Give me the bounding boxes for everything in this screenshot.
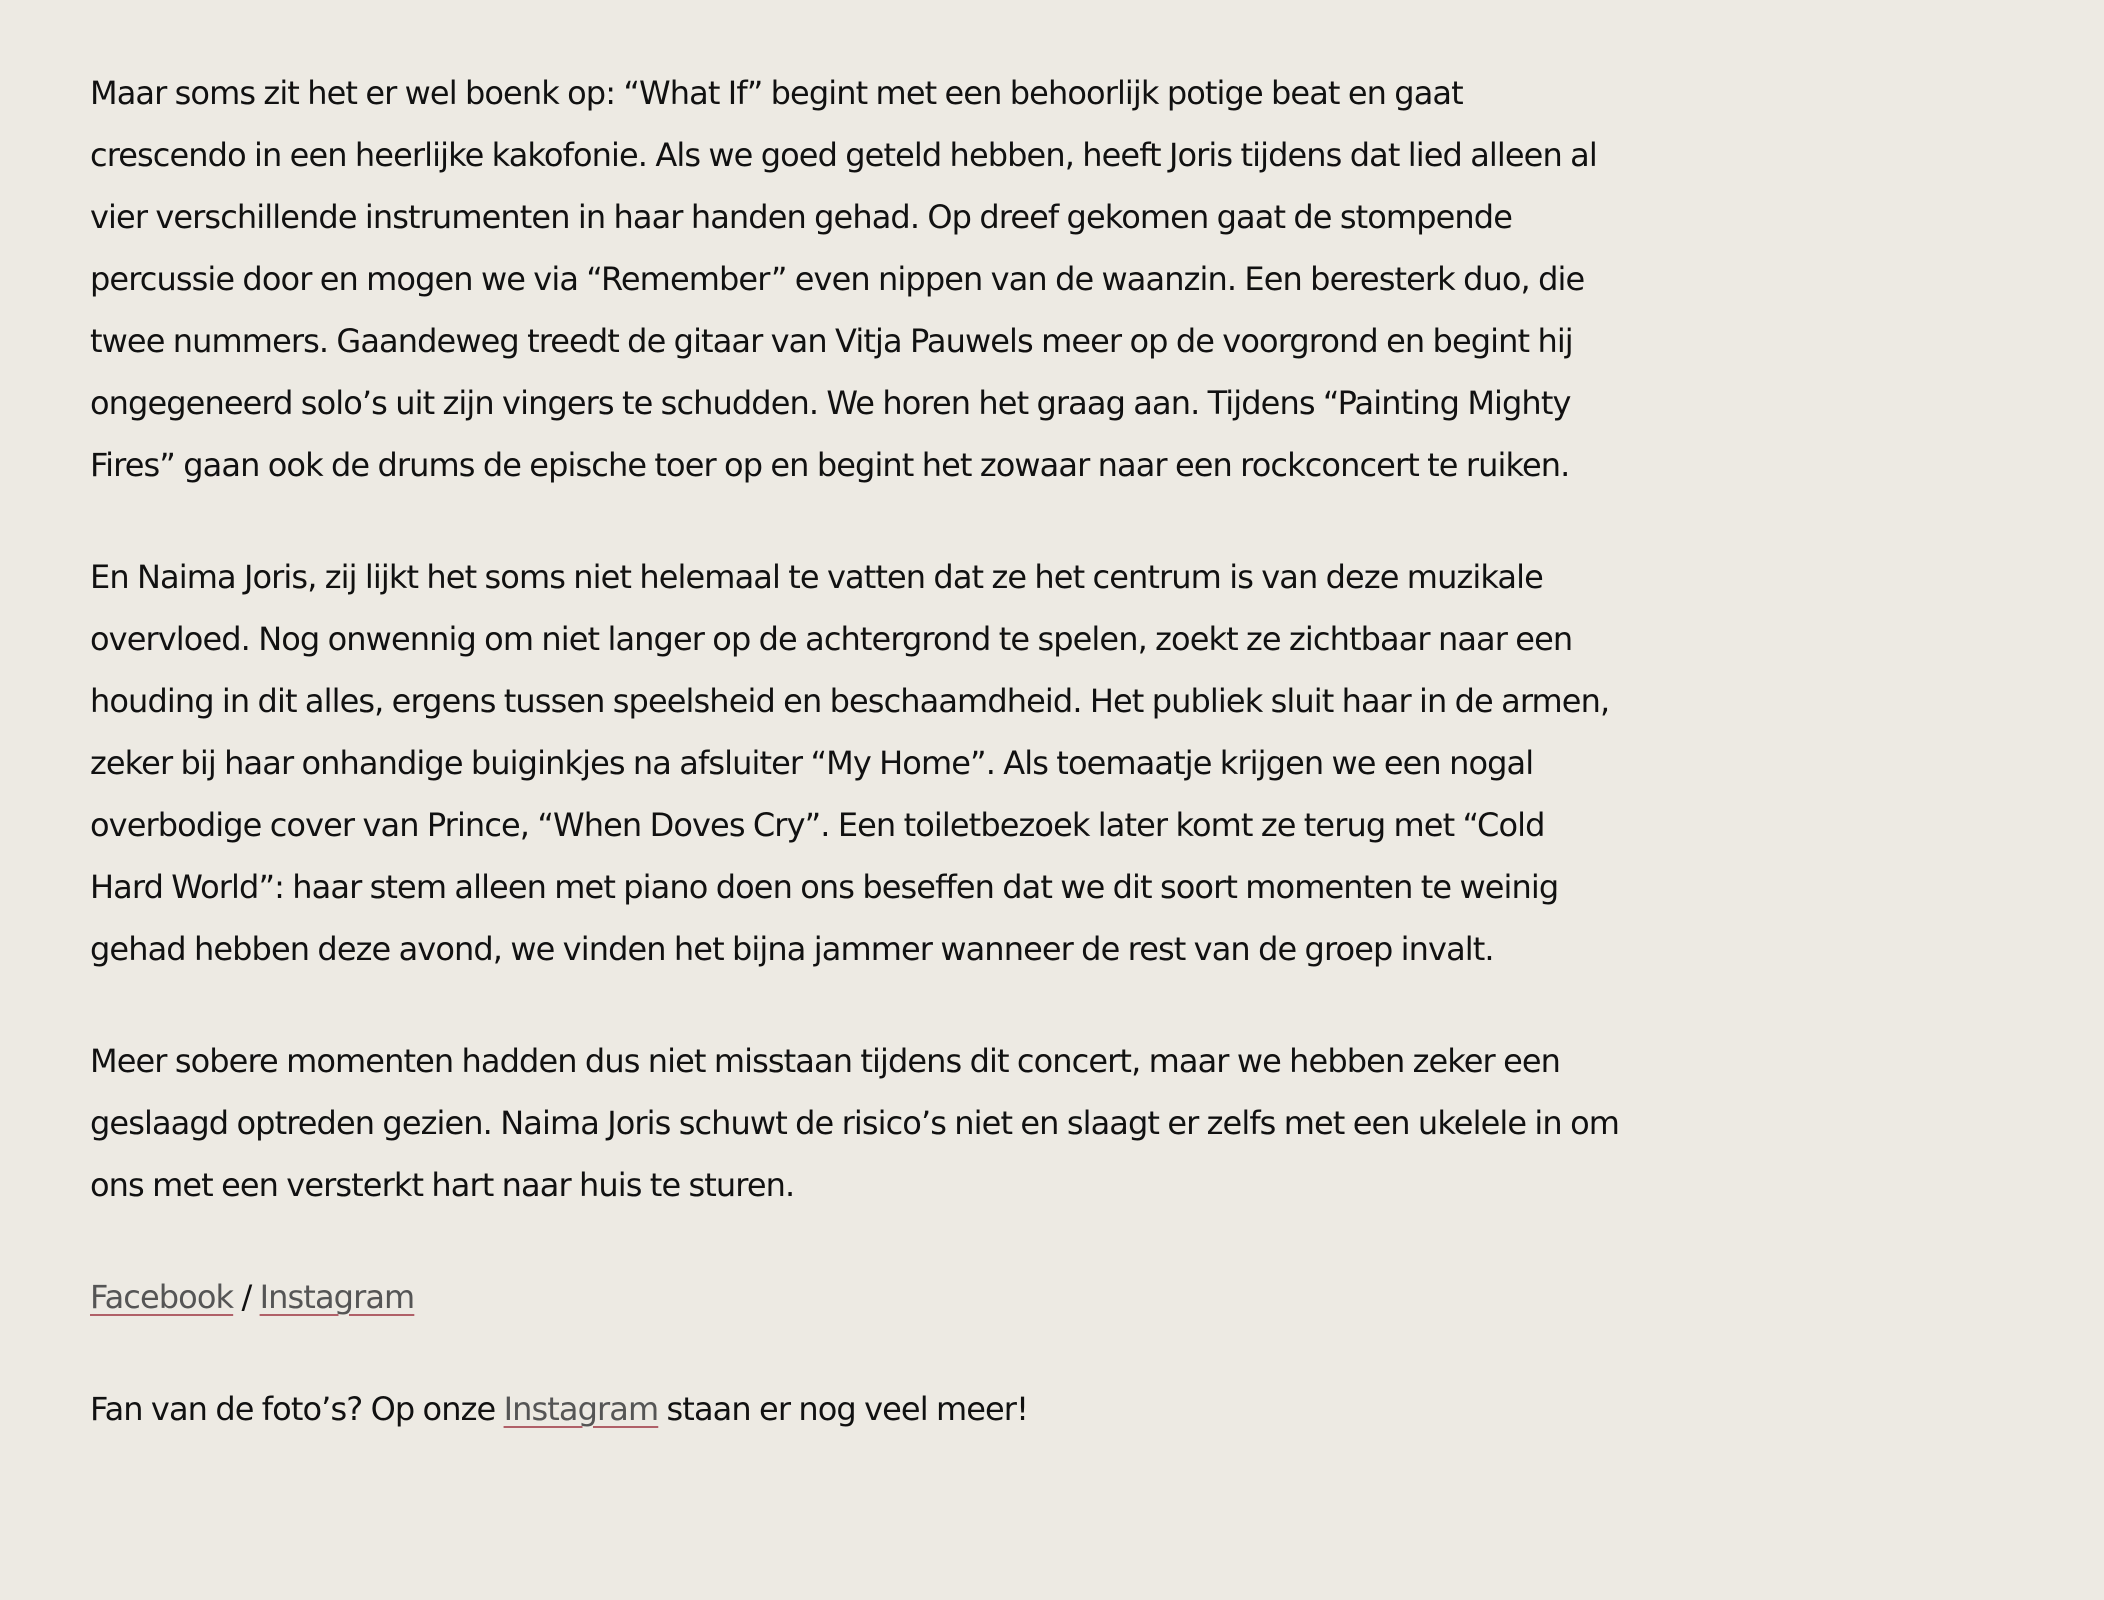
article-paragraph-2: En Naima Joris, zij lijkt het soms niet helemaal te vatten dat ze het centrum is van deze muzikale overvloed. Nog onwennig om niet langer op de achtergrond te spelen, zoekt ze zichtbaar naar een houding in dit alles, ergens tussen speelsheid en beschaamdheid. Het publiek sluit haar in de armen, zeker bij haar onhandige buiginkjes na afsluiter “My Home”. Als toemaatje krijgen we een nogal overbodige cover van Prince, “When Doves Cry”. Een toiletbezoek later komt ze terug met “Cold Hard World”: haar stem alleen met piano doen ons beseffen dat we dit soort momenten te weinig gehad hebben deze avond, we vinden het bijna jammer wanneer de rest van de groep invalt. xyxy=(90,558,1610,968)
article-body xyxy=(90,62,1620,1490)
facebook-link[interactable]: Facebook xyxy=(90,1278,234,1316)
article-paragraph-3: Meer sobere momenten hadden dus niet misstaan tijdens dit concert, maar we hebben zeker een geslaagd optreden gezien. Naima Joris schuwt de risico’s niet en slaagt er zelfs met een ukelele in om ons met een versterkt hart naar huis te sturen. xyxy=(90,1042,1620,1204)
photo-note-prefix: Fan van de foto’s? Op onze xyxy=(90,1390,504,1428)
photo-note-suffix: staan er nog veel meer! xyxy=(658,1390,1028,1428)
social-links xyxy=(90,1266,1620,1328)
photo-note xyxy=(90,1378,1620,1440)
social-links-separator: / xyxy=(233,1278,260,1316)
instagram-link[interactable]: Instagram xyxy=(259,1278,415,1316)
article-paragraph-1: Maar soms zit het er wel boenk op: “What If” begint met een behoorlijk potige beat en gaat crescendo in een heerlijke kakofonie. Als we goed geteld hebben, heeft Joris tijdens dat lied alleen al vier verschillende instrumenten in haar handen gehad. Op dreef gekomen gaat de stompende percussie door en mogen we via “Remember” even nippen van de waanzin. Een beresterk duo, die twee nummers. Gaandeweg treedt de gitaar van Vitja Pauwels meer op de voorgrond en begint hij ongegeneerd solo’s uit zijn vingers te schudden. We horen het graag aan. Tijdens “Painting Mighty Fires” gaan ook de drums de epische toer op en begint het zowaar naar een rockconcert te ruiken. xyxy=(90,74,1597,484)
photo-note-instagram-link[interactable]: Instagram xyxy=(503,1390,659,1428)
